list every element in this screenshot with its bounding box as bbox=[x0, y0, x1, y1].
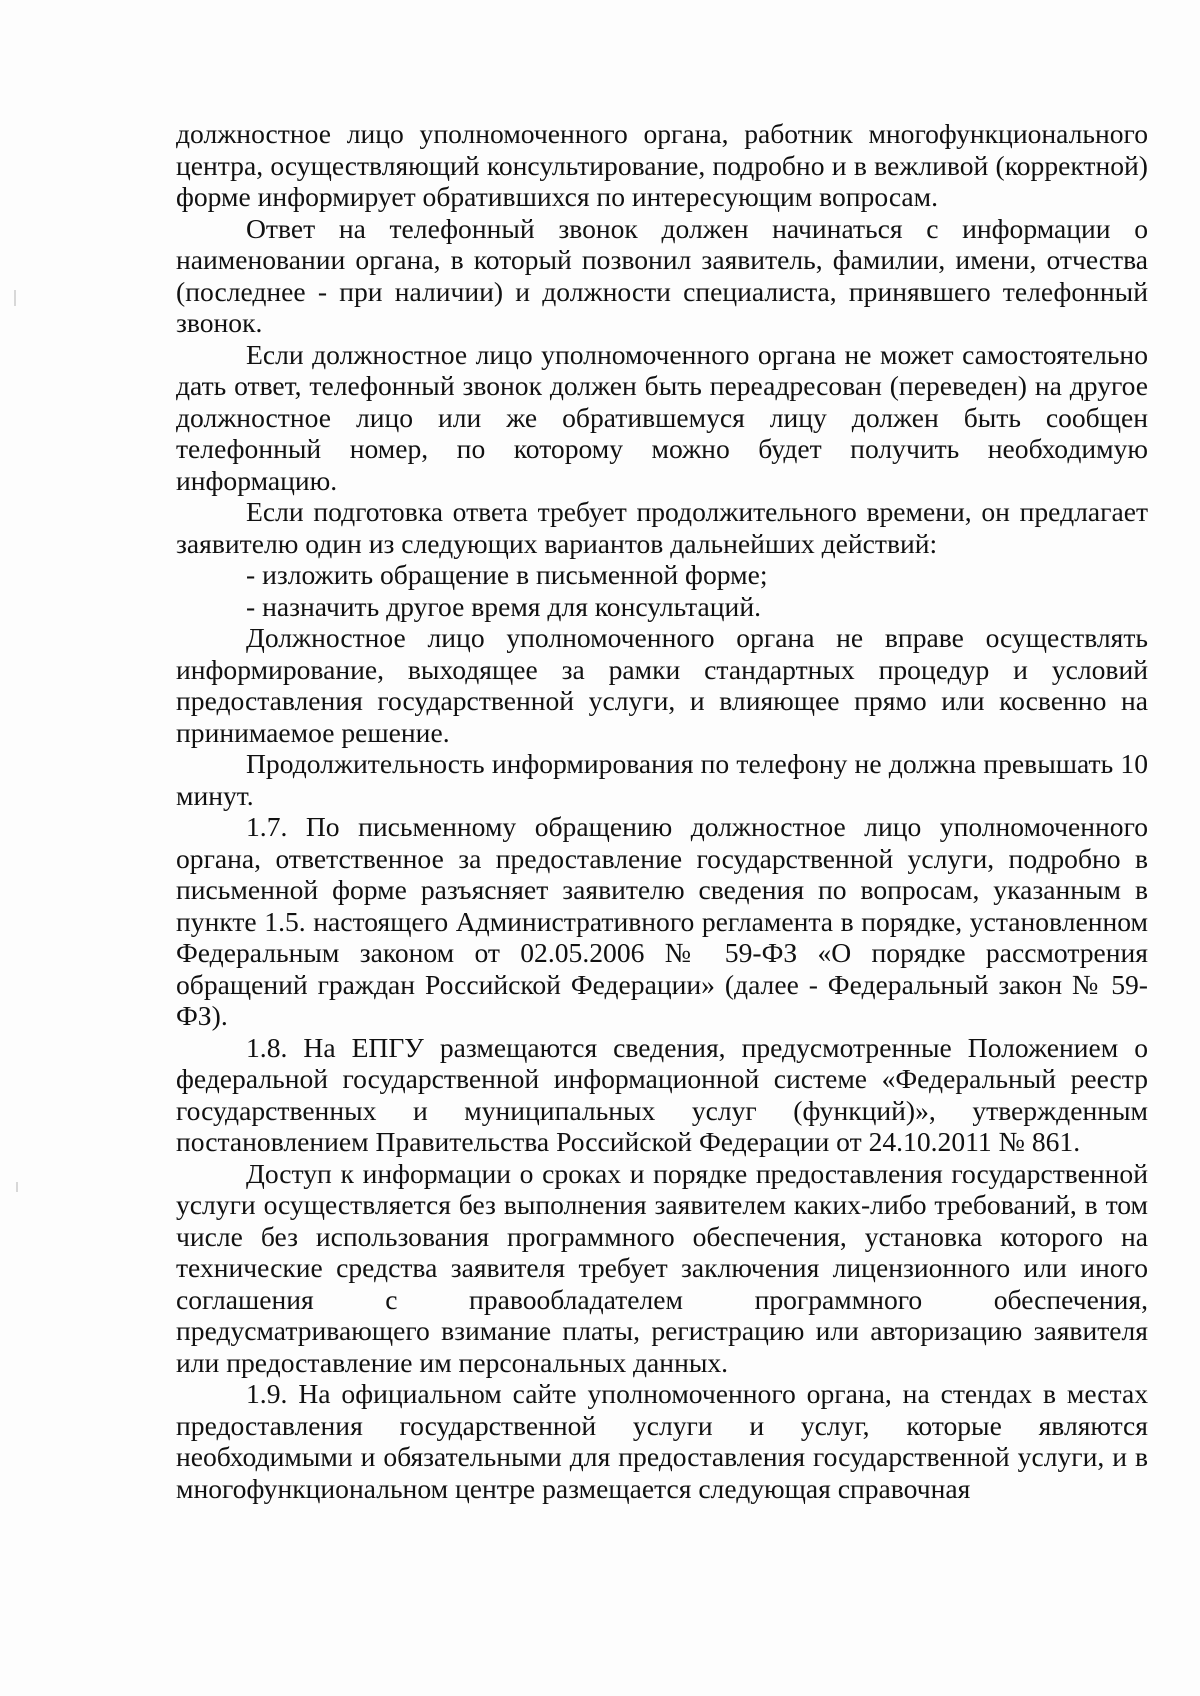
paragraph-long-answer: Если подготовка ответа требует продолжительного времени, он предлагает заявителю один из следующих вариантов дальнейших действий: bbox=[176, 496, 1148, 559]
paragraph-1-9: 1.9. На официальном сайте уполномоченного органа, на стендах в местах предоставления государственной услуги и услуг, которые являются необходимыми и обязательными для предоставления государственной услуги, и в многофункциональном центре размещается следующая справочная bbox=[176, 1378, 1148, 1504]
list-item: - изложить обращение в письменной форме; bbox=[246, 559, 768, 590]
paragraph-continuation: должностное лицо уполномоченного органа, работник многофункционального центра, осуществляющий консультирование, подробно и в вежливой (корректной) форме информирует обратившихся по интересующим вопросам. bbox=[176, 118, 1148, 212]
scan-artifact bbox=[16, 1182, 18, 1192]
paragraph-redirect: Если должностное лицо уполномоченного органа не может самостоятельно дать ответ, телефонный звонок должен быть переадресован (переведен) на другое должностное лицо или же обратившемуся лицу должен быть сообщен телефонный номер, по которому можно будет получить необходимую информацию. bbox=[176, 338, 1148, 496]
paragraph-restriction: Должностное лицо уполномоченного органа не вправе осуществлять информирование, выходящее за рамки стандартных процедур и условий предоставления государственной услуги, и влияющее прямо или косвенно на принимаемое решение. bbox=[176, 622, 1148, 748]
paragraph-duration: Продолжительность информирования по телефону не должна превышать 10 минут. bbox=[176, 748, 1148, 811]
paragraph-access: Доступ к информации о сроках и порядке предоставления государственной услуги осуществляется без выполнения заявителем каких-либо требований, в том числе без использования программного обеспечения, установка которого на технические средства заявителя требует заключения лицензионного или иного соглашения с правообладателем программного обеспечения, предусматривающего взимание платы, регистрацию или авторизацию заявителя или предоставление им персональных данных. bbox=[176, 1157, 1148, 1378]
scan-artifact bbox=[14, 290, 16, 306]
paragraph-1-7: 1.7. По письменному обращению должностное лицо уполномоченного органа, ответственное за предоставление государственной услуги, подробно в письменной форме разъясняет заявителю сведения по вопросам, указанным в пункте 1.5. настоящего Административного регламента в порядке, установленном Федеральным законом от 02.05.2006 № 59-ФЗ «О порядке рассмотрения обращений граждан Российской Федерации» (далее - Федеральный закон № 59-ФЗ). bbox=[176, 811, 1148, 1031]
list-item: - назначить другое время для консультаций. bbox=[246, 590, 761, 622]
paragraph-1-8: 1.8. На ЕПГУ размещаются сведения, предусмотренные Положением о федеральной государственной информационной системе «Федеральный реестр государственных и муниципальных услуг (функций)», утвержденным постановлением Правительства Российской Федерации от 24.10.2011 № 861. bbox=[176, 1031, 1148, 1157]
paragraph-phone-answer: Ответ на телефонный звонок должен начинаться с информации о наименовании органа, в который позвонил заявитель, фамилии, имени, отчества (последнее - при наличии) и должности специалиста, принявшего телефонный звонок. bbox=[176, 212, 1148, 338]
document-body bbox=[176, 118, 1148, 1504]
